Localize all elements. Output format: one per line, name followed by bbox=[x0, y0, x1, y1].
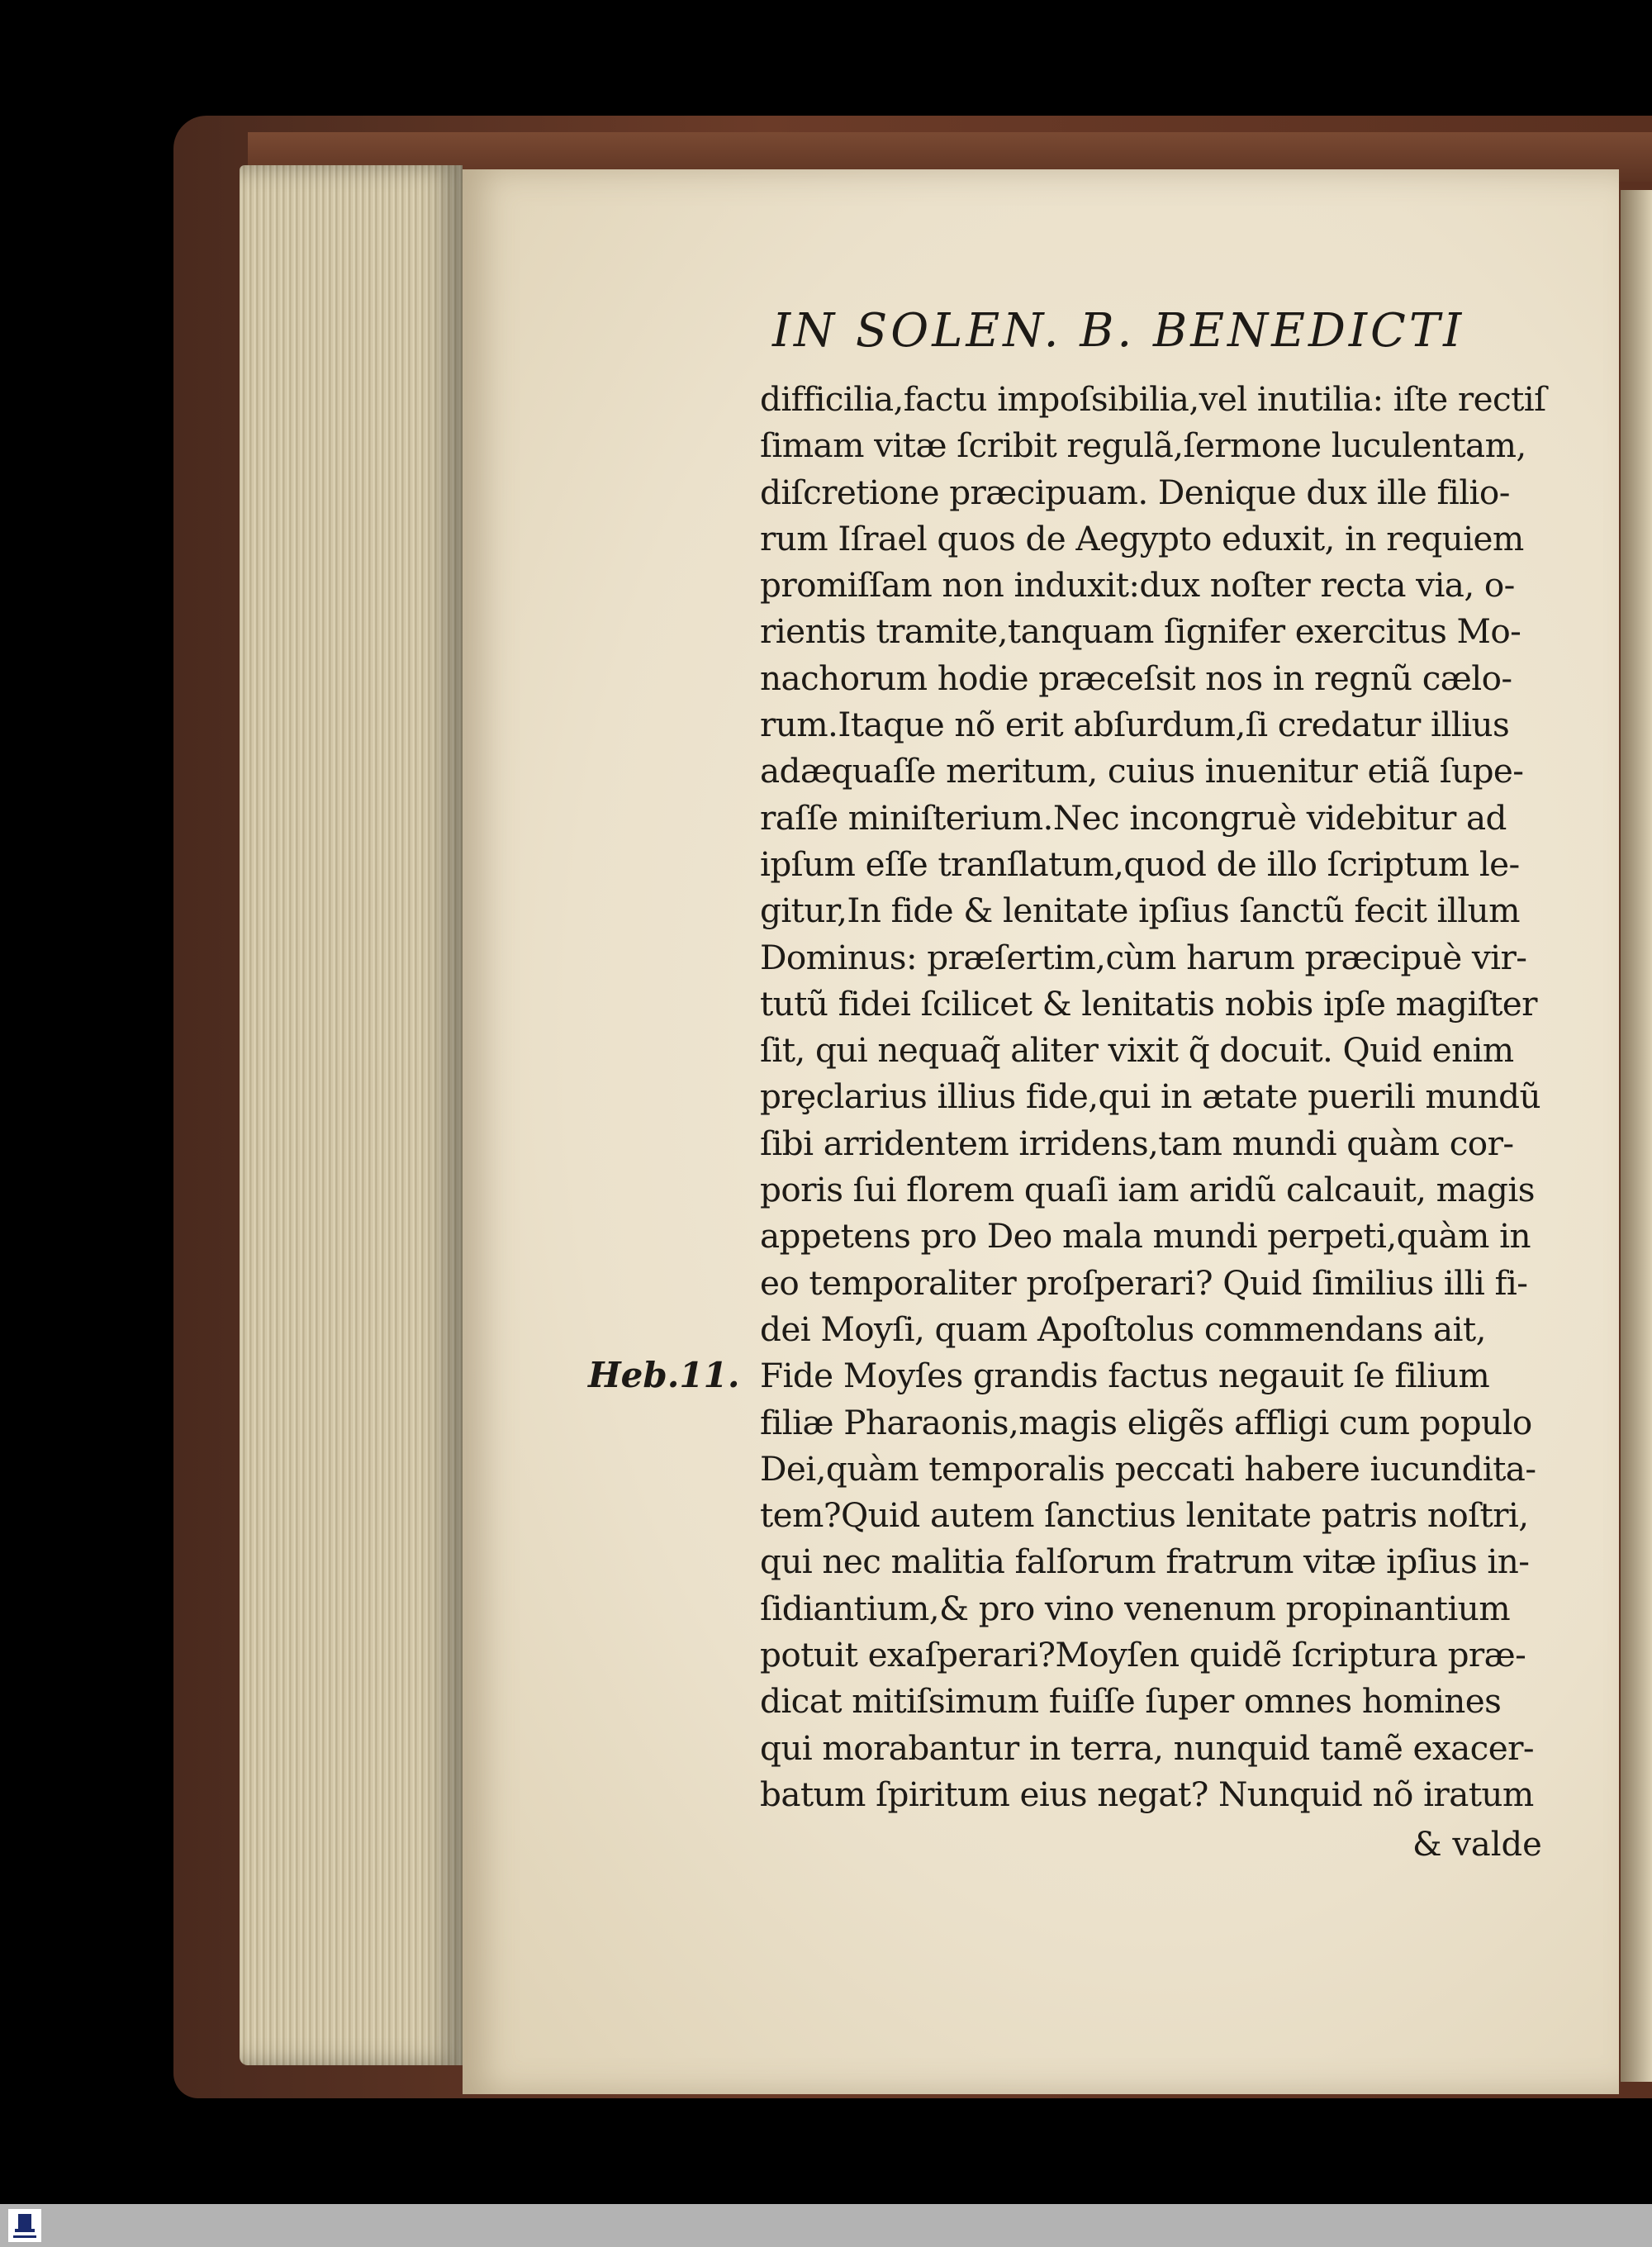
body-text bbox=[760, 376, 1553, 1817]
text-line: tem?Quid autem ſanctius lenitate patris noſtri, bbox=[760, 1495, 1529, 1536]
page-edges bbox=[240, 165, 463, 2065]
text-line: qui morabantur in terra, nunquid tamẽ exacer- bbox=[760, 1727, 1534, 1768]
text-line: rum Iſrael quos de Aegypto eduxit, in requiem bbox=[760, 518, 1524, 558]
text-line: gitur,In fide & lenitate ipſius ſanctũ fecit illum bbox=[760, 891, 1520, 931]
text-line: Dei,quàm temporalis peccati habere iucundita- bbox=[760, 1448, 1536, 1489]
running-head: IN SOLEN. B. BENEDICTI bbox=[772, 304, 1465, 358]
text-line: qui nec malitia falſorum fratrum vitæ ipſius in- bbox=[760, 1542, 1530, 1582]
text-line: Dominus: præſertim,cùm harum præcipuè vir- bbox=[760, 937, 1527, 977]
marginal-note: Heb.11. bbox=[588, 1355, 740, 1395]
text-line: promiſſam non induxit:dux noſter recta via, o- bbox=[760, 565, 1515, 606]
text-line: eo temporaliter proſperari? Quid ſimilius illi fi- bbox=[760, 1262, 1528, 1303]
text-line: ſit, qui nequaq̃ aliter vixit q̃ docuit. Quid enim bbox=[760, 1030, 1514, 1071]
text-line: tutũ fidei ſcilicet & lenitatis nobis ipſe magiſter bbox=[760, 983, 1537, 1024]
viewer-bottom-bar bbox=[0, 2204, 1652, 2247]
text-line: raſſe miniſterium.Nec incongruè videbitur ad bbox=[760, 797, 1507, 838]
text-line: batum ſpiritum eius negat? Nunquid nõ iratum bbox=[760, 1774, 1534, 1814]
text-line: rum.Itaque nõ erit abſurdum,ſi credatur illius bbox=[760, 705, 1510, 745]
text-line: appetens pro Deo mala mundi perpeti,quàm in bbox=[760, 1216, 1531, 1257]
text-line: dei Moyſi, quam Apoſtolus commendans ait, bbox=[760, 1309, 1486, 1349]
text-line: ſimam vitæ ſcribit regulã,ſermone luculentam, bbox=[760, 425, 1526, 466]
text-line: ipſum eſſe tranſlatum,quod de illo ſcriptum le- bbox=[760, 843, 1520, 884]
text-line: potuit exaſperari?Moyſen quidẽ ſcriptura præ- bbox=[760, 1635, 1526, 1675]
right-page-edge bbox=[1621, 190, 1652, 2082]
text-line: rientis tramite,tanquam ſignifer exercitus Mo- bbox=[760, 611, 1521, 652]
text-line: poris ſui florem quaſi iam aridũ calcauit, magis bbox=[760, 1170, 1535, 1210]
text-line: nachorum hodie præceſsit nos in regnũ cælo- bbox=[760, 658, 1512, 698]
text-line: dicat mitiſsimum fuiſſe ſuper omnes homines bbox=[760, 1681, 1502, 1722]
text-line: adæquaſſe meritum, cuius inuenitur etiã ſupe- bbox=[760, 751, 1524, 791]
text-line: ſidiantium,& pro vino venenum propinantium bbox=[760, 1588, 1511, 1628]
text-line: prȩclarius illius fide,qui in ætate puerili mundũ bbox=[760, 1076, 1540, 1117]
text-line: ſibi arridentem irridens,tam mundi quàm cor- bbox=[760, 1123, 1514, 1163]
text-line: diſcretione præcipuam. Denique dux ille filio- bbox=[760, 472, 1510, 512]
text-line: filiæ Pharaonis,magis eligẽs affligi cum populo bbox=[760, 1402, 1532, 1442]
text-line: difficilia,factu impoſsibilia,vel inutilia: iſte rectiſ bbox=[760, 379, 1546, 419]
text-line: Fide Moyſes grandis factus negauit ſe filium bbox=[760, 1356, 1490, 1396]
library-logo-icon bbox=[8, 2209, 41, 2242]
catchword: & valde bbox=[1412, 1826, 1542, 1864]
